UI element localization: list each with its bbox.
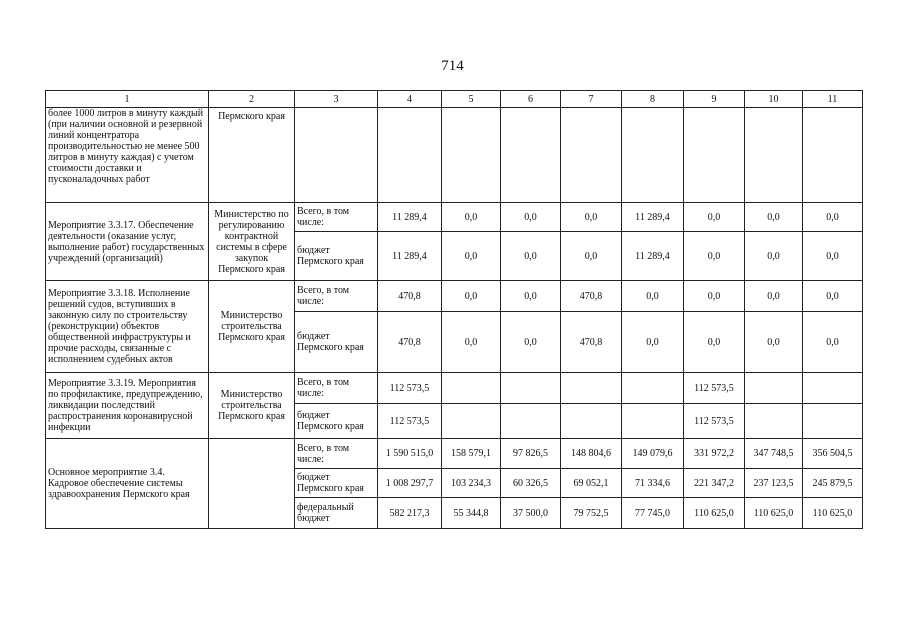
value-cell: [561, 373, 622, 404]
empty-cell: [622, 108, 684, 203]
table-row: [46, 203, 863, 232]
value-cell: 11 289,4: [622, 203, 684, 232]
value-cell: 110 625,0: [745, 498, 803, 529]
header-cell: 11: [803, 91, 863, 108]
value-cell: [501, 404, 561, 439]
funding-source: Всего, в том числе:: [295, 203, 378, 232]
value-cell: 0,0: [442, 232, 501, 281]
activity-name: Мероприятие 3.3.19. Мероприятия по профилактике, предупреждению, ликвидации последствий распространения коронавирусной инфекции: [46, 373, 209, 439]
header-cell: 6: [501, 91, 561, 108]
executor-cell: Министерство строительства Пермского края: [209, 373, 295, 439]
value-cell: 0,0: [501, 312, 561, 373]
value-cell: 221 347,2: [684, 469, 745, 498]
funding-source: бюджет Пермского края: [295, 232, 378, 281]
header-cell: 1: [46, 91, 209, 108]
header-cell: 8: [622, 91, 684, 108]
value-cell: 0,0: [745, 312, 803, 373]
value-cell: 149 079,6: [622, 439, 684, 469]
empty-cell: [684, 108, 745, 203]
budget-table: [45, 90, 863, 529]
value-cell: 79 752,5: [561, 498, 622, 529]
value-cell: [622, 404, 684, 439]
value-cell: 11 289,4: [378, 203, 442, 232]
value-cell: 582 217,3: [378, 498, 442, 529]
activity-name: более 1000 литров в минуту каждый (при наличии основной и резервной линий концентратора производительностью не менее 500 литров в минуту каждая) с учетом стоимости доставки и пусконаладочных работ: [46, 108, 209, 203]
funding-source: Всего, в том числе:: [295, 439, 378, 469]
value-cell: 237 123,5: [745, 469, 803, 498]
value-cell: 0,0: [442, 312, 501, 373]
header-cell: 7: [561, 91, 622, 108]
value-cell: 0,0: [684, 281, 745, 312]
header-cell: 3: [295, 91, 378, 108]
value-cell: 69 052,1: [561, 469, 622, 498]
value-cell: 71 334,6: [622, 469, 684, 498]
funding-source: бюджет Пермского края: [295, 469, 378, 498]
value-cell: [561, 404, 622, 439]
value-cell: 0,0: [684, 203, 745, 232]
value-cell: 148 804,6: [561, 439, 622, 469]
value-cell: 356 504,5: [803, 439, 863, 469]
value-cell: [442, 373, 501, 404]
activity-name: Мероприятие 3.3.18. Исполнение решений судов, вступивших в законную силу по строительству (реконструкции) объектов общественной инфраструктуры и прочие расходы, связанные с исполнением судебных актов: [46, 281, 209, 373]
header-cell: 4: [378, 91, 442, 108]
value-cell: 0,0: [803, 232, 863, 281]
header-cell: 9: [684, 91, 745, 108]
empty-cell: [442, 108, 501, 203]
value-cell: 110 625,0: [803, 498, 863, 529]
value-cell: 0,0: [745, 232, 803, 281]
header-cell: 5: [442, 91, 501, 108]
value-cell: [622, 373, 684, 404]
empty-cell: [378, 108, 442, 203]
value-cell: 110 625,0: [684, 498, 745, 529]
table-row: [46, 373, 863, 404]
value-cell: 0,0: [803, 203, 863, 232]
value-cell: 11 289,4: [378, 232, 442, 281]
executor-cell: [209, 439, 295, 529]
value-cell: 0,0: [622, 281, 684, 312]
table-row: [46, 439, 863, 469]
empty-cell: [745, 108, 803, 203]
table-row: [46, 108, 863, 203]
value-cell: 470,8: [378, 281, 442, 312]
value-cell: 470,8: [561, 281, 622, 312]
funding-source: бюджет Пермского края: [295, 312, 378, 373]
value-cell: 470,8: [561, 312, 622, 373]
funding-source: Всего, в том числе:: [295, 373, 378, 404]
value-cell: 0,0: [684, 312, 745, 373]
executor-cell: Пермского края: [209, 108, 295, 203]
value-cell: 112 573,5: [684, 404, 745, 439]
funding-source: бюджет Пермского края: [295, 404, 378, 439]
funding-source: Всего, в том числе:: [295, 281, 378, 312]
value-cell: 37 500,0: [501, 498, 561, 529]
value-cell: 0,0: [803, 312, 863, 373]
value-cell: 245 879,5: [803, 469, 863, 498]
value-cell: 77 745,0: [622, 498, 684, 529]
activity-name: Основное мероприятие 3.4. Кадровое обеспечение системы здравоохранения Пермского края: [46, 439, 209, 529]
value-cell: [501, 373, 561, 404]
value-cell: 0,0: [745, 281, 803, 312]
executor-cell: Министерство строительства Пермского края: [209, 281, 295, 373]
value-cell: 1 008 297,7: [378, 469, 442, 498]
value-cell: 103 234,3: [442, 469, 501, 498]
value-cell: [803, 373, 863, 404]
value-cell: [803, 404, 863, 439]
value-cell: [442, 404, 501, 439]
empty-cell: [295, 108, 378, 203]
empty-cell: [561, 108, 622, 203]
value-cell: 60 326,5: [501, 469, 561, 498]
value-cell: 0,0: [501, 232, 561, 281]
value-cell: 112 573,5: [684, 373, 745, 404]
value-cell: 0,0: [442, 203, 501, 232]
executor-cell: Министерство по регулированию контрактной системы в сфере закупок Пермского края: [209, 203, 295, 281]
funding-source: федеральный бюджет: [295, 498, 378, 529]
value-cell: 0,0: [622, 312, 684, 373]
value-cell: 0,0: [745, 203, 803, 232]
value-cell: 0,0: [561, 232, 622, 281]
value-cell: 158 579,1: [442, 439, 501, 469]
value-cell: 0,0: [501, 281, 561, 312]
value-cell: 0,0: [803, 281, 863, 312]
header-cell: 10: [745, 91, 803, 108]
value-cell: 347 748,5: [745, 439, 803, 469]
empty-cell: [803, 108, 863, 203]
value-cell: 1 590 515,0: [378, 439, 442, 469]
empty-cell: [501, 108, 561, 203]
value-cell: 112 573,5: [378, 404, 442, 439]
value-cell: [745, 373, 803, 404]
value-cell: 97 826,5: [501, 439, 561, 469]
page-number: 714: [441, 58, 464, 74]
header-row: [46, 91, 863, 108]
value-cell: 470,8: [378, 312, 442, 373]
header-cell: 2: [209, 91, 295, 108]
value-cell: 0,0: [561, 203, 622, 232]
table-row: [46, 281, 863, 312]
activity-name: Мероприятие 3.3.17. Обеспечение деятельности (оказание услуг, выполнение работ) государственных учреждений (организаций): [46, 203, 209, 281]
value-cell: 11 289,4: [622, 232, 684, 281]
value-cell: [745, 404, 803, 439]
value-cell: 112 573,5: [378, 373, 442, 404]
value-cell: 55 344,8: [442, 498, 501, 529]
value-cell: 0,0: [684, 232, 745, 281]
value-cell: 0,0: [501, 203, 561, 232]
value-cell: 331 972,2: [684, 439, 745, 469]
value-cell: 0,0: [442, 281, 501, 312]
